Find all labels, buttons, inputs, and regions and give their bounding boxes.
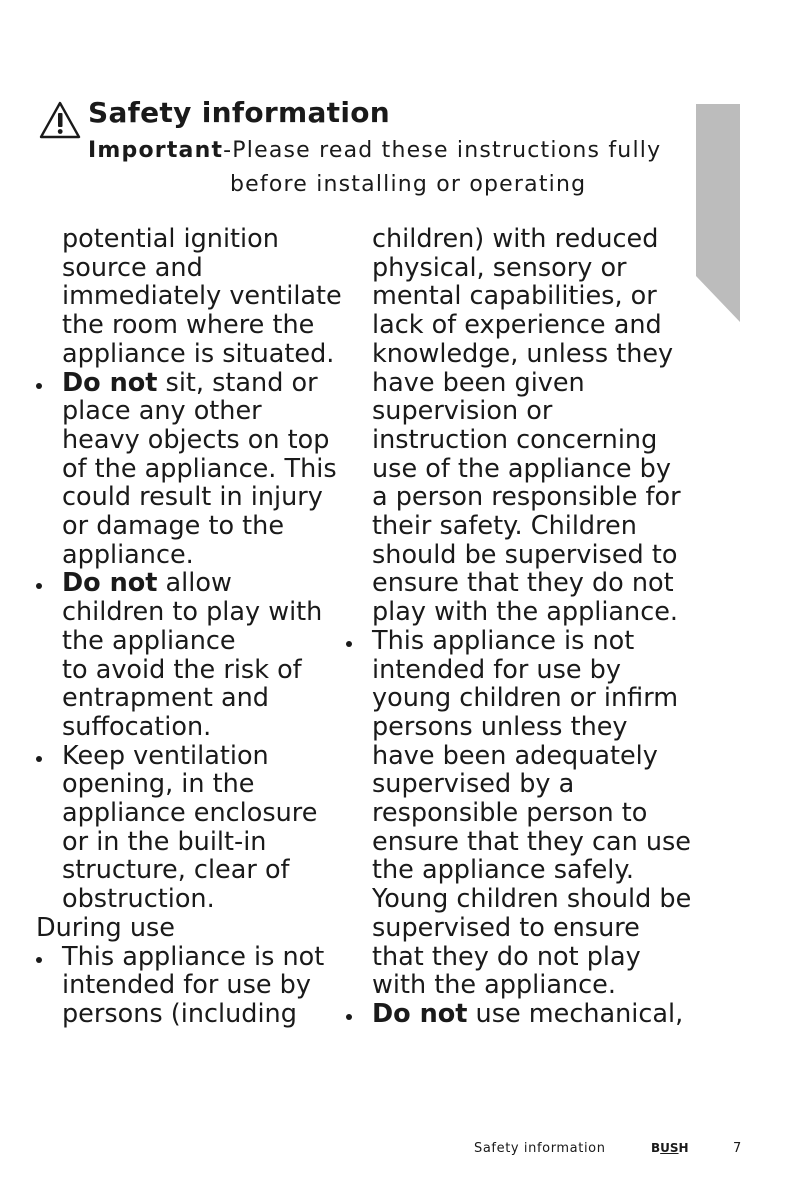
- list-item-text: This appliance is not intended for use by persons (including: [62, 941, 325, 1029]
- important-notice: [88, 138, 661, 163]
- list-item: [36, 742, 342, 914]
- list-item-text-continued: to avoid the risk of entrapment and suffocation.: [62, 654, 302, 742]
- list-item: [346, 627, 694, 1000]
- emphasis: Do not: [62, 367, 158, 398]
- list-item-text: use mechanical,: [467, 998, 684, 1029]
- continuation-text: children) with reduced physical, sensory or mental capabilities, or lack of experience and knowledge, unless they have been given supervision or instruction concerning use of the appliance by a person responsible for their safety. Children should be supervised to ensure that they do not play with the appliance.: [372, 224, 681, 628]
- right-column: [346, 225, 694, 1029]
- important-notice-line2: before installing or operating: [230, 172, 587, 197]
- list-item-text: sit, stand or place any other heavy objects on top of the appliance. This could result in injury or damage to the appliance.: [62, 367, 337, 570]
- list-item: [36, 569, 342, 741]
- page-title: Safety information: [88, 96, 390, 129]
- list-item: [346, 1000, 694, 1029]
- bullet-icon: [36, 383, 42, 389]
- warning-triangle-icon: [38, 100, 82, 140]
- important-label: Important: [88, 138, 224, 163]
- bullet-icon: [346, 1014, 352, 1020]
- emphasis: Do not: [372, 998, 468, 1029]
- emphasis: Do not: [62, 568, 158, 599]
- list-item-text: This appliance is not intended for use by young children or infirm persons unless they have been adequately supervised by a responsible person to ensure that they can use the appliance safely. Young children should be supervised to ensure that they do not play with the appliance.: [372, 625, 692, 1001]
- brand-logo: BUSH: [651, 1141, 689, 1155]
- continuation-text: potential ignition source and immediately ventilate the room where the appliance is situated.: [62, 224, 342, 369]
- list-item: [36, 369, 342, 570]
- section-tab: [696, 104, 740, 322]
- footer-section-label: Safety information: [474, 1141, 606, 1156]
- left-column: [36, 225, 342, 1029]
- page-number: 7: [733, 1141, 742, 1156]
- list-item-text: allow children to play with the appliance: [62, 568, 323, 656]
- bullet-icon: [36, 957, 42, 963]
- list-item: [36, 943, 342, 1029]
- list-item-text: Keep ventilation opening, in the appliance enclosure or in the built-in structure, clear of obstruction.: [62, 740, 318, 915]
- bullet-icon: [346, 641, 352, 647]
- important-notice-text: -Please read these instructions fully: [223, 138, 662, 163]
- bullet-icon: [36, 583, 42, 589]
- section-heading: During use: [36, 912, 175, 943]
- bullet-icon: [36, 756, 42, 762]
